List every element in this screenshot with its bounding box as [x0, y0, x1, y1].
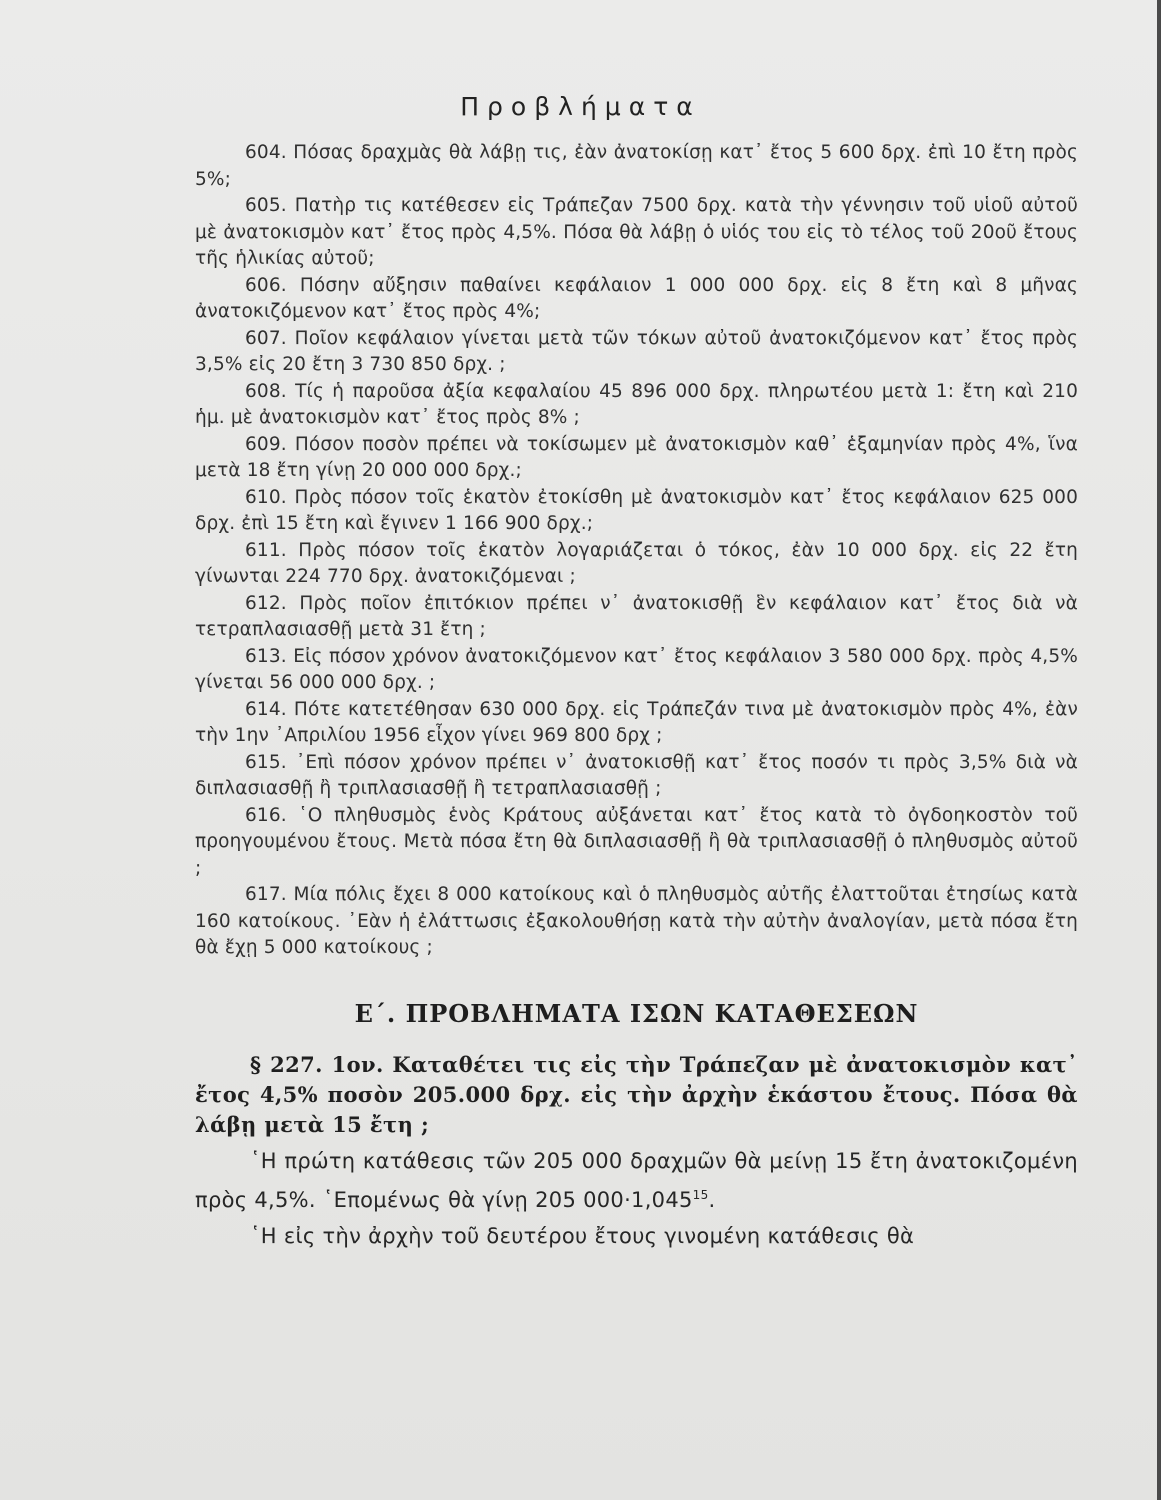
page-edge-shadow: [1157, 0, 1161, 1500]
solution-1-exponent: 15: [692, 1187, 709, 1202]
problem-611: 611. Πρὸς πόσον τοῖς ἑκατὸν λογαριάζεται ὁ τόκος, ἐὰν 10 000 δρχ. εἰς 22 ἔτη γίνωνται 224 770 δρχ. ἀνατοκιζόμεναι ;: [195, 539, 1078, 587]
problem-617: 617. Μία πόλις ἔχει 8 000 κατοίκους καὶ ὁ πληθυσμὸς αὐτῆς ἐλαττοῦται ἐτησίως κατὰ 160 κατοίκους. ᾽Εὰν ἡ ἐλάττωσις ἐξακολουθήσῃ κατὰ τὴν αὐτὴν ἀναλογίαν, μετὰ πόσα ἔτη θὰ ἔχῃ 5 000 κατοίκους ;: [195, 884, 1078, 958]
solution-paragraph-2: ῾Η εἰς τὴν ἀρχὴν τοῦ δευτέρου ἔτους γινομένη κατάθεσις θὰ: [250, 1223, 915, 1248]
problem-605: 605. Πατὴρ τις κατέθεσεν εἰς Τράπεζαν 7500 δρχ. κατὰ τὴν γέννησιν τοῦ υἱοῦ αὐτοῦ μὲ ἀνατοκισμὸν κατ᾽ ἔτος πρὸς 4,5%. Πόσα θὰ λάβῃ ὁ υἱός του εἰς τὸ τέλος τοῦ 20οῦ ἔτους τῆς ἡλικίας αὐτοῦ;: [195, 195, 1078, 269]
problem-616: 616. ῾Ο πληθυσμὸς ἑνὸς Κράτους αὐξάνεται κατ᾽ ἔτος κατὰ τὸ ὀγδοηκοστὸν τοῦ προηγουμένου ἔτους. Μετὰ πόσα ἔτη θὰ διπλασιασθῇ ἢ θὰ τριπλασιασθῇ ὁ πληθυσμὸς αὐτοῦ ;: [195, 804, 1078, 879]
problem-606: 606. Πόσην αὔξησιν παθαίνει κεφάλαιον 1 000 000 δρχ. εἰς 8 ἔτη καὶ 8 μῆνας ἀνατοκιζόμενον κατ᾽ ἔτος πρὸς 4%;: [195, 274, 1078, 322]
section-title: Ε΄. ΠΡΟΒΛΗΜΑΤΑ ΙΣΩΝ ΚΑΤΑΘΕΣΕΩΝ: [354, 998, 919, 1028]
problem-608: 608. Τίς ἡ παροῦσα ἀξία κεφαλαίου 45 896 000 δρχ. πληρωτέου μετὰ 1: ἔτη καὶ 210 ἡμ. μὲ ἀνατοκισμὸν κατ᾽ ἔτος πρὸς 8% ;: [195, 380, 1078, 428]
solution-1-end: .: [708, 1187, 716, 1212]
running-header: Προβλήματα: [460, 92, 701, 121]
problem-list: [195, 140, 1078, 962]
problem-609: 609. Πόσον ποσὸν πρέπει νὰ τοκίσωμεν μὲ ἀνατοκισμὸν καθ᾽ ἑξαμηνίαν πρὸς 4%, ἵνα μετὰ 18 ἔτη γίνῃ 20 000 000 δρχ.;: [195, 433, 1078, 481]
problem-610: 610. Πρὸς πόσον τοῖς ἑκατὸν ἐτοκίσθη μὲ ἀνατοκισμὸν κατ᾽ ἔτος κεφάλαιον 625 000 δρχ. ἐπὶ 15 ἔτη καὶ ἔγινεν 1 166 900 δρχ.;: [195, 486, 1078, 534]
exercise-statement: § 227. 1ον. Καταθέτει τις εἰς τὴν Τράπεζαν μὲ ἀνατοκισμὸν κατ᾽ ἔτος 4,5% ποσὸν 205.000 δρχ. εἰς τὴν ἀρχὴν ἑκάστου ἔτους. Πόσα θὰ λάβῃ μετὰ 15 ἔτη ;: [195, 1051, 1078, 1137]
problem-604: 604. Πόσας δραχμὰς θὰ λάβῃ τις, ἐὰν ἀνατοκίσῃ κατ᾽ ἔτος 5 600 δρχ. ἐπὶ 10 ἔτη πρὸς 5%;: [195, 142, 1078, 190]
problem-613: 613. Εἰς πόσον χρόνον ἀνατοκιζόμενον κατ᾽ ἔτος κεφάλαιον 3 580 000 δρχ. πρὸς 4,5% γίνεται 56 000 000 δρχ. ;: [195, 645, 1078, 693]
solution-paragraph-1: [195, 1144, 1078, 1217]
problem-612: 612. Πρὸς ποῖον ἐπιτόκιον πρέπει ν᾽ ἀνατοκισθῇ ἓν κεφάλαιον κατ᾽ ἔτος διὰ νὰ τετραπλασιασθῇ μετὰ 31 ἔτη ;: [195, 592, 1078, 640]
problem-614: 614. Πότε κατετέθησαν 630 000 δρχ. εἰς Τράπεζάν τινα μὲ ἀνατοκισμὸν πρὸς 4%, ἐὰν τὴν 1ην ᾽Απριλίου 1956 εἶχον γίνει 969 800 δρχ ;: [195, 698, 1078, 746]
page-body: [195, 140, 1078, 1253]
solution-1-text: ῾Η πρώτη κατάθεσις τῶν 205 000 δραχμῶν θὰ μείνῃ 15 ἔτη ἀνατοκιζομένη πρὸς 4,5%. ῾Επομένως θὰ γίνῃ 205 000·1,045: [195, 1148, 1078, 1212]
problem-607: 607. Ποῖον κεφάλαιον γίνεται μετὰ τῶν τόκων αὐτοῦ ἀνατοκιζόμενον κατ᾽ ἔτος πρὸς 3,5% εἰς 20 ἔτη 3 730 850 δρχ. ;: [195, 327, 1078, 375]
problem-615: 615. ᾽Επὶ πόσον χρόνον πρέπει ν᾽ ἀνατοκισθῇ κατ᾽ ἔτος ποσόν τι πρὸς 3,5% διὰ νὰ διπλασιασθῇ ἢ τριπλασιασθῇ ἢ τετραπλασιασθῇ ;: [195, 751, 1078, 799]
